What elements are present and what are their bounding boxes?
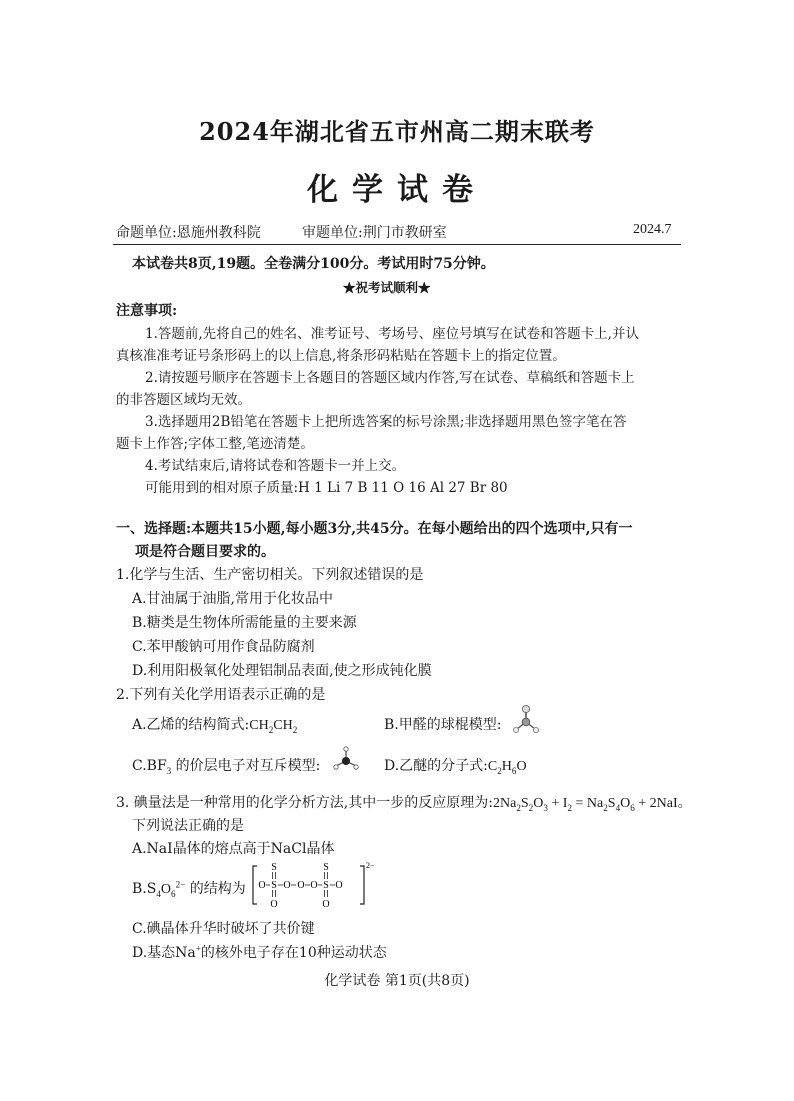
q3-option-a: A.NaI晶体的熔点高于NaCl晶体 [132,841,335,857]
svg-text:O: O [297,880,305,891]
q3-option-d-prefix: D.基态Na [132,945,196,961]
note-3-line2: 题卡上作答;字体工整,笔迹清楚。 [116,436,314,452]
s4o6-structure [252,856,382,912]
q3-stem-line1 [116,792,692,812]
note-1-line1: 1.答题前,先将自己的姓名、准考证号、考场号、座位号填写在试卷和答题卡上,并认 [145,326,639,342]
q2-option-d [384,755,527,775]
bf3-vsepr-model [333,745,359,775]
q2-option-c: $C.BF_3$ 的价层电子对互斥模型: [132,758,321,776]
q3-option-d: D.基态Na+的核外电子存在10种运动状态 [132,943,387,961]
svg-text:O: O [310,880,318,891]
iodometry-equation: $2Na_2S_2O_3 + I_2 = Na_2S_4O_6 + 2NaI$。 [492,796,692,813]
q2-option-d-label: D.乙醚的分子式: [384,758,488,774]
svg-text:S: S [323,880,329,891]
formaldehyde-ball-stick-model [508,702,544,738]
exam-date: 2024.7 [633,222,672,237]
section1-heading-line2: 项是符合题目要求的。 [135,544,275,560]
q3-option-b-suffix: 的结构为 [189,881,246,897]
ether-formula: $C_2H_6O$ [487,759,527,776]
ethylene-formula: $CH_2CH_2$ [249,718,298,735]
q2-option-a [132,714,297,734]
note-2-line2: 的非答题区域均无效。 [116,392,251,408]
section1-heading-line1: 一、选择题:本题共15小题,每小题3分,共45分。在每小题给出的四个选项中,只有一 [116,521,633,537]
svg-text:O: O [283,880,291,891]
note-4: 4.考试结束后,请将试卷和答题卡一并上交。 [145,458,406,474]
atomic-masses: 可能用到的相对原子质量:H 1 Li 7 B 11 O 16 Al 27 Br 80 [145,480,508,496]
svg-text:O: O [322,899,330,910]
svg-text:O: O [258,880,266,891]
note-2-line1: 2.请按题号顺序在答题卡上各题目的答题区域内作答,写在试卷、草稿纸和答题卡上 [145,370,635,386]
svg-text:O: O [270,899,278,910]
q2-option-a-label: A.乙烯的结构简式: [132,717,250,733]
svg-text:S: S [271,862,277,873]
q1-option-c: C.苯甲酸钠可用作食品防腐剂 [132,639,315,655]
q3-option-b-prefix: B.S [132,881,157,897]
q2-option-c-suffix: 的价层电子对互斥模型: [175,758,321,774]
svg-text:2−: 2− [366,861,375,870]
q1-option-a: A.甘油属于油脂,常用于化妆品中 [132,591,334,607]
q1-stem: 1.化学与生活、生产密切相关。下列叙述错误的是 [116,567,424,583]
q3-stem-text: 3. 碘量法是一种常用的化学分析方法,其中一步的反应原理为: [116,795,493,811]
note-1-line2: 真核准准考证号条形码上的以上信息,将条形码粘贴在答题卡上的指定位置。 [116,348,566,364]
q2-stem: 2.下列有关化学用语表示正确的是 [116,687,326,703]
q3-option-c: C.碘晶体升华时破坏了共价键 [132,921,315,937]
svg-text:S: S [323,862,329,873]
blessing: ★祝考试顺利★ [343,280,431,295]
q2-option-b: B.甲醛的球棍模型: [384,717,502,733]
svg-text:S: S [271,880,277,891]
page-footer: 化学试卷 第1页(共8页) [324,973,470,989]
subject-title: 化学试卷 [307,172,487,208]
q1-option-b: B.糖类是生物体所需能量的主要来源 [132,615,357,631]
q1-option-d: D.利用阳极氧化处理铝制品表面,使之形成钝化膜 [132,663,432,679]
notes-heading: 注意事项: [116,303,178,319]
header-rule [113,244,681,245]
q3-option-d-suffix: 的核外电子存在10种运动状态 [200,945,387,961]
reviewer-info: 审题单位:荆门市教研室 [302,225,447,241]
q3-stem-line2: 下列说法正确的是 [132,818,244,834]
exam-info: 本试卷共8页,19题。全卷满分100分。考试用时75分钟。 [132,256,495,272]
q2-option-c-prefix: C.BF [132,758,167,774]
q3-option-b: $B.S_4O_6^{2-}$ 的结构为 [132,879,246,899]
exam-title: 2024年湖北省五市州高二期末联考 [199,117,595,146]
setter-info: 命题单位:恩施州教科院 [116,225,261,241]
note-3-line1: 3.选择题用2B铅笔在答题卡上把所选答案的标号涂黑;非选择题用黑色签字笔在答 [145,414,627,430]
svg-text:O: O [335,880,343,891]
